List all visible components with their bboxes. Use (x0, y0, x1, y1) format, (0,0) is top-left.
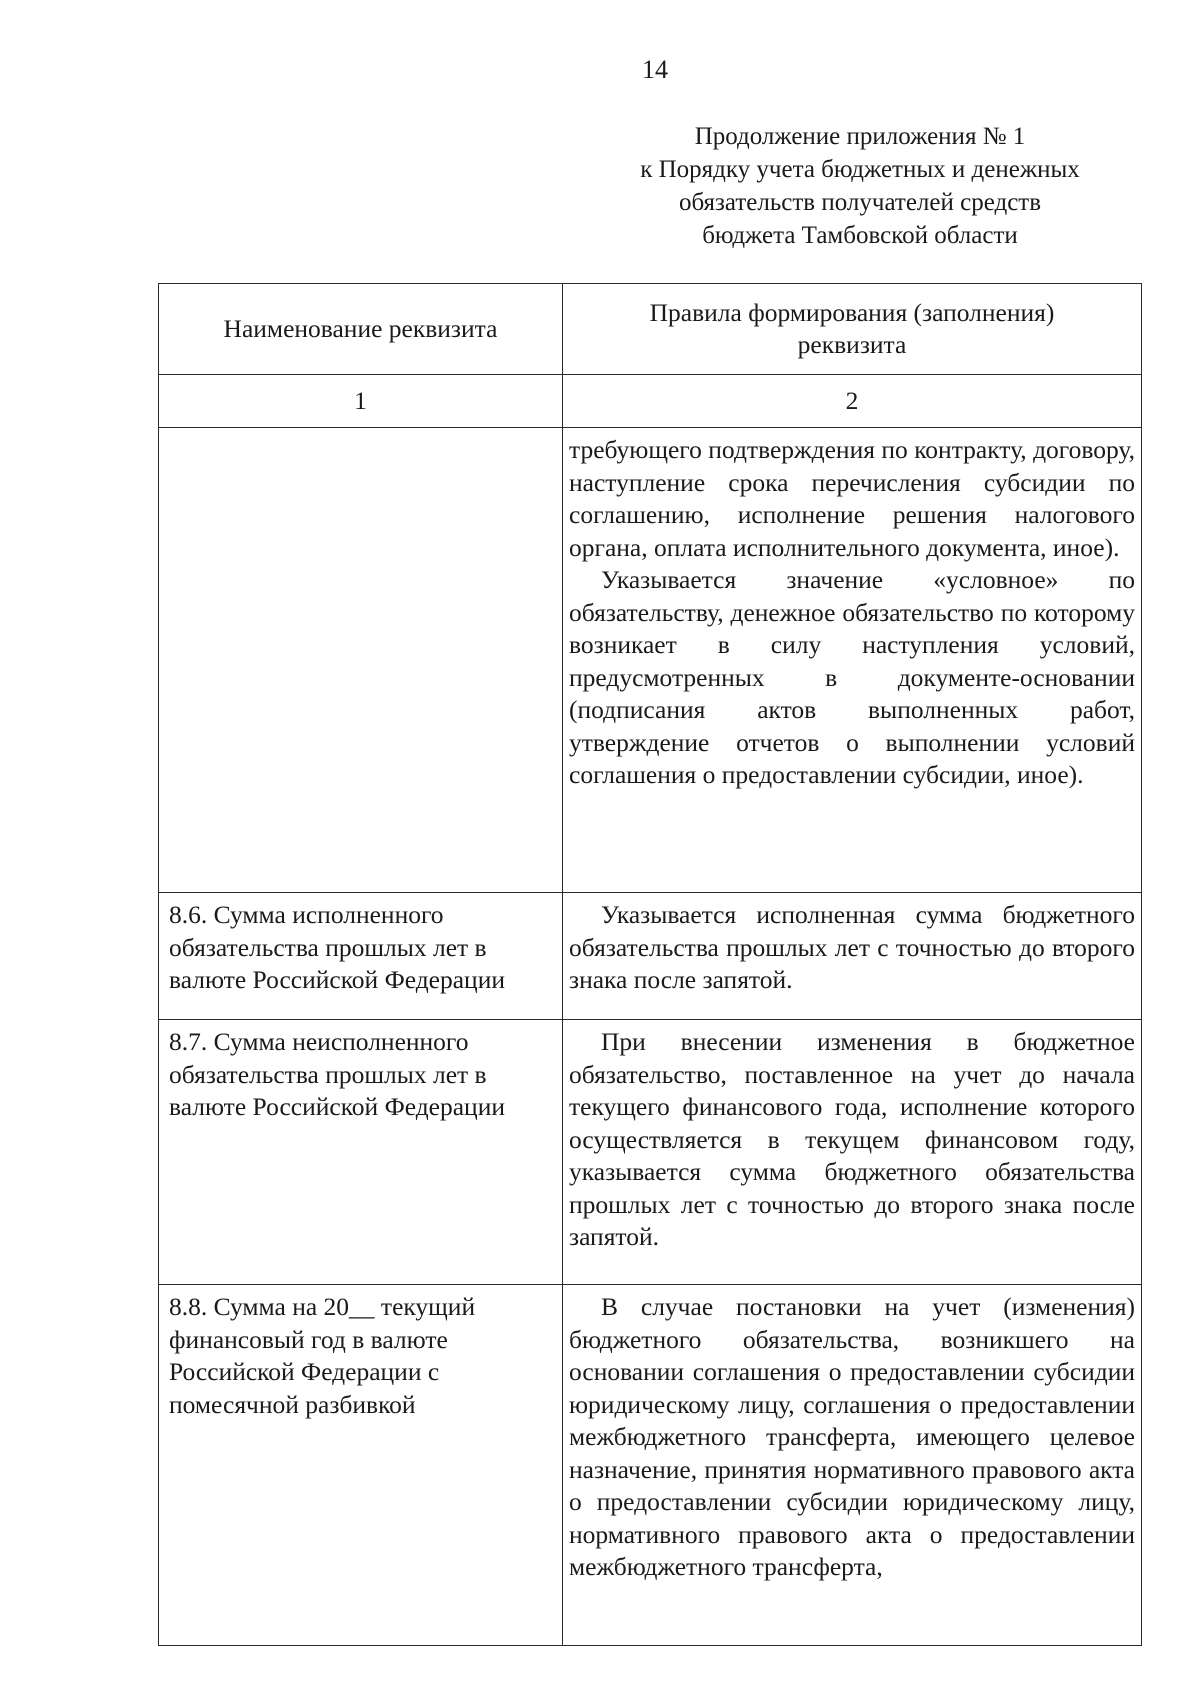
header-line: Продолжение приложения № 1 (694, 123, 1026, 150)
rules-paragraph: требующего подтверждения по контракту, договору, наступление срока перечисления субсидии по соглашению, исполнение решения налогового органа, оплата исполнительного документа, иное). (569, 435, 1135, 562)
rules-paragraph: Указывается значение «условное» по обязательству, денежное обязательство по которому возникает в силу наступления условий, предусмотренных в документе-основании (подписания актов выполненных работ, утверждение отчетов о выполнении условий соглашения о предоставлении субсидии, иное). (569, 565, 1135, 789)
column-number: 2 (563, 375, 1142, 428)
requisite-rules-cell (563, 1285, 1142, 1646)
requisite-rules-cell (563, 428, 1142, 893)
table-row (159, 1020, 1142, 1285)
rules-paragraph: Указывается исполненная сумма бюджетного обязательства прошлых лет с точностью до второго знака после запятой. (569, 900, 1135, 994)
requisites-table (158, 283, 1142, 1646)
table-header-row (159, 284, 1142, 375)
requisite-name-cell: 8.8. Сумма на 20__ текущий финансовый год в валюте Российской Федерации с помесячной разбивкой (159, 1285, 563, 1646)
header-line: к Порядку учета бюджетных и денежных (640, 156, 1080, 183)
column-header-name: Наименование реквизита (159, 284, 563, 375)
column-number: 1 (159, 375, 563, 428)
requisite-name-cell: 8.7. Сумма неисполненного обязательства прошлых лет в валюте Российской Федерации (159, 1020, 563, 1285)
requisite-name-cell: 8.6. Сумма исполненного обязательства прошлых лет в валюте Российской Федерации (159, 893, 563, 1020)
rules-paragraph: В случае постановки на учет (изменения) бюджетного обязательства, возникшего на основании соглашения о предоставлении субсидии юридическому лицу, соглашения о предоставлении межбюджетного трансферта, имеющего целевое назначение, принятия нормативного правового акта о предоставлении субсидии юридическому лицу, нормативного правового акта о предоставлении межбюджетного трансферта, (569, 1292, 1135, 1581)
column-number-row (159, 375, 1142, 428)
appendix-header (585, 120, 1135, 252)
rules-paragraph: При внесении изменения в бюджетное обязательство, поставленное на учет до начала текущего финансового года, исполнение которого осуществляется в текущем финансовом году, указывается сумма бюджетного обязательства прошлых лет с точностью до второго знака после запятой. (569, 1027, 1135, 1251)
requisite-rules-cell (563, 1020, 1142, 1285)
table-row (159, 1285, 1142, 1646)
header-line: обязательств получателей средств (678, 189, 1042, 216)
page-number: 14 (642, 55, 668, 84)
table-row (159, 893, 1142, 1020)
column-header-rules: Правила формирования (заполнения) реквизита (563, 284, 1142, 375)
table-row (159, 428, 1142, 893)
requisite-rules-cell (563, 893, 1142, 1020)
requisite-name-cell (159, 428, 563, 893)
header-line: бюджета Тамбовской области (702, 222, 1018, 249)
